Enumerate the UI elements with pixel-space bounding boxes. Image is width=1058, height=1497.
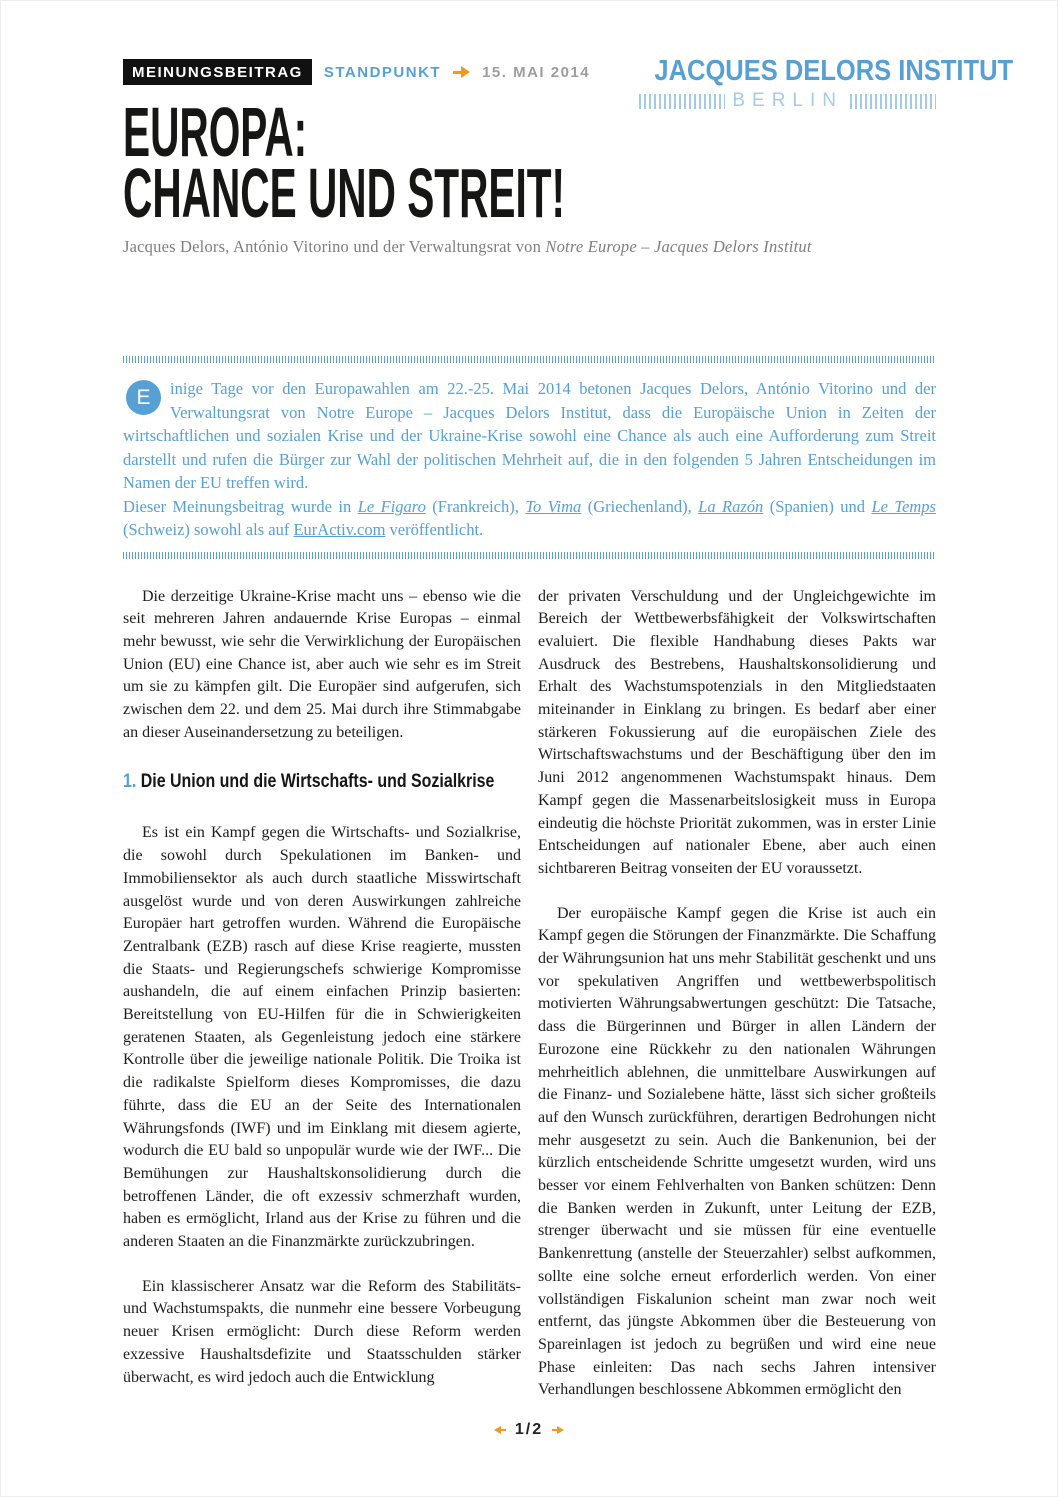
abstract-box <box>123 356 936 559</box>
series-label: STANDPUNKT <box>323 63 442 81</box>
body-columns <box>123 586 936 1403</box>
publication-link[interactable]: To Vima <box>525 496 582 516</box>
abstract-paragraph-1 <box>123 377 936 495</box>
abstract-text-segment: (Griechenland), <box>581 496 699 516</box>
hatch-bars-icon <box>850 94 936 109</box>
body-paragraph: Ein klassischerer Ansatz war die Reform des Stabilitäts- und Wachstumspakts, die nunmehr eine bessere Vorbeugung neuer Krisen ermöglicht: Durch diese Reform werden exzessive Haushaltsdefizite und Staatsschulden stärker überwacht, es wird jedoch auch die Entwicklung <box>123 1277 521 1386</box>
page-indicator: 1/2 <box>514 1421 544 1438</box>
abstract-text-segment: Dieser Meinungsbeitrag wurde in <box>123 496 358 516</box>
page-footer <box>0 1421 1058 1439</box>
body-paragraph: der privaten Verschuldung und der Ungleichgewichte im Bereich der Wettbewerbsfähigkeit der Volkswirtschaften evaluiert. Die flexible Handhabung dieses Pakts war Ausdruck des Bestrebens, Haushaltskonsolidierung und Erhalt des Wachstumspotenzials in den Mitgliedstaaten miteinander in Einklang zu bringen. Es bedarf aber einer stärkeren Fokussierung auf die europäischen Ziele des Wirtschaftswachstums und der Beschäftigung über den im Juni 2012 angenommenen Wachstumspakt hinaus. Dem Kampf gegen die Massenarbeitslosigkeit muss in Europa eindeutig die höchste Priorität zukommen, was in erster Linie Entscheidungen auf nationaler Ebene, aber auch einen sichtbareren Beitrag vonseiten der EU voraussetzt. <box>538 587 936 877</box>
abstract-text-segment: (Schweiz) sowohl als auf <box>123 520 294 539</box>
publication-type-badge: MEINUNGSBEITRAG <box>123 59 312 85</box>
byline <box>123 237 936 257</box>
section-number: 1. <box>123 771 141 793</box>
abstract-paragraph-2 <box>123 495 936 542</box>
body-paragraph: Es ist ein Kampf gegen die Wirtschafts- und Sozialkrise, die sowohl durch Spekulationen im Banken- und Immobiliensektor als auch durch staatliche Misswirtschaft ausgelöst wurde und von deren Auswirkungen zahlreiche Europäer hart getroffen wurden. Während die Europäische Zentralbank (EZB) rasch auf diese Krise reagierte, mussten die Staats- und Regierungschefs schwierige Kompromisse aushandeln, die auf einem einfachen Prinzip basierten: Bereitstellung von EU-Hilfen für die in Schwierigkeiten geratenen Staaten, als Gegenleistung jedoch eine stärkere Kontrolle über die jeweilige nationale Politik. Die Troika ist die radikalste Spielform dieses Kompromisses, die dazu führte, dass die EU an der Seite des Internationalen Währungsfonds (IWF) und im Einklang mit diesem agierte, wodurch die EU bald so unpopulär wurde wie der IWF... Die Bemühungen zur Haushaltskonsolidierung durch die betroffenen Länder, die oft exzessiv schmerzhaft wurden, haben es ermöglicht, Irland aus der Krise zu führen und die anderen Staaten an die Finanzmärkte zurückzubringen. <box>123 824 521 1251</box>
right-column <box>538 586 936 1403</box>
title-line-1: EUROPA: <box>123 93 308 171</box>
dropcap: E <box>126 380 161 415</box>
logo-city: BERLIN <box>732 90 843 111</box>
hatch-rule-bottom <box>123 552 936 559</box>
publication-link[interactable]: EurActiv.com <box>293 520 386 539</box>
logo-wordmark: JACQUES DELORS INSTITUT <box>654 55 1014 87</box>
publication-link[interactable]: La Razón <box>698 496 764 516</box>
right-arrow-icon <box>453 66 470 78</box>
hatch-rule-top <box>123 356 936 363</box>
logo-subline <box>616 90 936 112</box>
byline-authors: Jacques Delors, António Vitorino und der Verwaltungsrat von <box>123 237 546 256</box>
previous-page-arrow-icon <box>494 1426 506 1434</box>
abstract-text-segment: (Frankreich), <box>425 496 526 516</box>
left-column <box>123 586 521 1403</box>
publication-link[interactable]: Le Temps <box>871 496 936 516</box>
section-heading: 1. Die Union und die Wirtschafts- und Sozialkrise <box>123 771 495 793</box>
byline-institution: Notre Europe – Jacques Delors Institut <box>545 237 812 256</box>
abstract-text: inige Tage vor den Europawahlen am 22.-25. Mai 2014 betonen Jacques Delors, António Vitorino und der Verwaltungsrat von Notre Europe – Jacques Delors Institut, dass die Europäische Union in Zeiten der wirtschaftlichen und sozialen Krise und der Ukraine-Krise sowohl eine Chance als auch eine Aufforderung zum Streit darstellt und rufen die Bürger zur Wahl der politischen Mehrheit auf, die in den folgenden 5 Jahren Entscheidungen im Namen der EU treffen wird. <box>123 379 936 492</box>
publication-link[interactable]: Le Figaro <box>357 496 426 516</box>
abstract-text-segment: veröffentlicht. <box>385 520 484 539</box>
publication-date: 15. MAI 2014 <box>482 63 591 81</box>
next-page-arrow-icon <box>552 1426 564 1434</box>
body-paragraph: Die derzeitige Ukraine-Krise macht uns – ebenso wie die seit mehreren Jahren andauernde Krise Europas – einmal mehr bewusst, wie sehr die Verwirklichung der Europäischen Union (EU) eine Chance ist, aber auch wie sehr es im Streit um sie zu kämpfen gilt. Die Europäer sind aufgerufen, sich zwischen dem 22. und dem 25. Mai durch ihre Stimmabgabe an dieser Auseinandersetzung zu beteiligen. <box>123 587 521 741</box>
abstract-body <box>123 363 936 552</box>
body-paragraph: Der europäische Kampf gegen die Krise ist auch ein Kampf gegen die Störungen der Finanzmärkte. Die Schaffung der Währungsunion hat uns mehr Stabilität geschenkt und uns vor spekulativen Angriffen und wettbewerbspolitisch motivierten Währungsabwertungen geschützt: Die Tatsache, dass die Bürgerinnen und Bürger in allen Ländern der Eurozone eine Rückkehr zu den nationalen Währungen mehrheitlich ablehnen, die unmittelbare Auswirkungen auf die Finanz- und Sozialebene hätte, lässt sich sicher großteils auf den Wunsch zurückführen, derartigen Bedrohungen nicht mehr ausgesetzt zu sein. Auch die Bankenunion, bei der kürzlich entscheidende Schritte umgesetzt wurden, wird uns besser vor einem Fehlverhalten von Banken schützen: Denn die Banken werden in Zukunft, unter Leitung der EZB, strenger überwacht und sie müssen für eine eventuelle Bankenrettung (anstelle der Steuerzahler) selbst aufkommen, sollte eine solche erneut erforderlich werden. Von einer vollständigen Fiskalunion scheint man zwar noch weit entfernt, das jüngste Abkommen über die Besteuerung von Spareinlagen ist jedoch zu begrüßen und wird eine neue Phase einleiten: Das nach sechs Jahren intensiver Verhandlungen beschlossene Abkommen ermöglicht den <box>538 904 936 1399</box>
institute-logo <box>616 55 1014 112</box>
hatch-bars-icon <box>639 94 725 109</box>
title-line-2: CHANCE UND STREIT! <box>123 154 566 232</box>
abstract-text-segment: (Spanien) und <box>763 496 872 516</box>
